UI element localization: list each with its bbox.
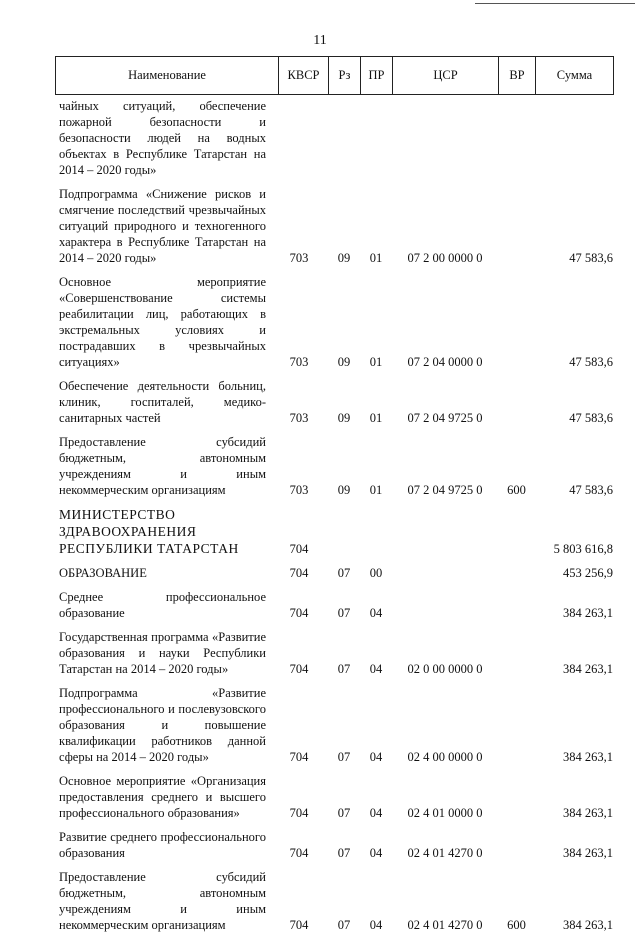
row-csr (392, 557, 498, 581)
row-sum: 384 263,1 (563, 662, 613, 676)
row-kvsr: 704 (289, 542, 309, 556)
row-vr (498, 557, 535, 581)
table-row (55, 370, 613, 426)
row-csr (392, 581, 498, 621)
header-csr: ЦСР (393, 57, 499, 95)
row-pr: 00 (369, 566, 383, 580)
row-sum: 384 263,1 (563, 846, 613, 860)
header-rz: Рз (329, 57, 361, 95)
row-vr (498, 370, 535, 426)
row-pr: 04 (369, 606, 383, 620)
top-rule (475, 3, 635, 4)
row-sum: 384 263,1 (563, 806, 613, 820)
row-name: Развитие среднего профессионального образования (59, 830, 266, 860)
row-name: Подпрограмма «Развитие профессионального и послевузовского образования и повышение квалификации работников данной сферы на 2014 – 2020 годы» (59, 686, 266, 764)
row-kvsr: 703 (289, 355, 309, 369)
table-row (55, 861, 613, 933)
table-row (55, 821, 613, 861)
row-name: ОБРАЗОВАНИЕ (59, 566, 147, 580)
row-pr: 04 (369, 846, 383, 860)
row-kvsr: 704 (289, 806, 309, 820)
row-vr (498, 821, 535, 861)
row-pr (360, 98, 392, 178)
row-csr: 02 0 00 0000 0 (407, 662, 483, 676)
row-vr: 600 (507, 918, 526, 932)
row-csr: 02 4 01 4270 0 (407, 846, 483, 860)
row-rz: 07 (337, 662, 351, 676)
row-sum: 5 803 616,8 (553, 542, 613, 556)
row-csr (392, 98, 498, 178)
row-name: МИНИСТЕРСТВО ЗДРАВООХРАНЕНИЯ РЕСПУБЛИКИ ТАТАРСТАН (59, 507, 239, 556)
header-pr: ПР (361, 57, 393, 95)
row-vr (498, 266, 535, 370)
row-sum: 384 263,1 (563, 606, 613, 620)
row-rz: 07 (337, 606, 351, 620)
row-sum: 453 256,9 (563, 566, 613, 580)
header-row (56, 57, 614, 95)
row-pr: 01 (369, 411, 383, 425)
table-row (55, 426, 613, 498)
row-name: Государственная программа «Развитие образования и науки Республики Татарстан на 2014 – 2020 годы» (59, 630, 266, 676)
row-rz (328, 98, 360, 178)
row-name: Обеспечение деятельности больниц, клиник, госпиталей, медико-санитарных частей (59, 379, 266, 425)
row-rz: 07 (337, 806, 351, 820)
row-vr (498, 581, 535, 621)
table-row (55, 266, 613, 370)
table-row (55, 677, 613, 765)
row-name: чайных ситуаций, обеспечение пожарной безопасности и безопасности людей на водных объектах в Республике Татарстан на 2014 – 2020 годы» (59, 99, 266, 177)
row-csr: 07 2 00 0000 0 (407, 251, 483, 265)
header-sum: Сумма (536, 57, 614, 95)
row-rz: 09 (337, 483, 351, 497)
row-vr (498, 765, 535, 821)
row-name: Предоставление субсидий бюджетным, автономным учреждениям и иным некоммерческим организациям (59, 870, 266, 932)
row-rz: 07 (337, 918, 351, 932)
row-sum: 47 583,6 (569, 483, 613, 497)
row-kvsr: 703 (289, 251, 309, 265)
row-csr: 07 2 04 0000 0 (407, 355, 483, 369)
row-csr: 07 2 04 9725 0 (407, 411, 483, 425)
header-name: Наименование (56, 57, 279, 95)
row-pr: 04 (369, 918, 383, 932)
table-row (55, 765, 613, 821)
header-kvsr: КВСР (279, 57, 329, 95)
row-kvsr: 704 (289, 566, 309, 580)
row-kvsr: 703 (289, 411, 309, 425)
row-sum: 384 263,1 (563, 918, 613, 932)
row-sum (535, 98, 613, 178)
row-pr: 01 (369, 483, 383, 497)
row-vr: 600 (507, 483, 526, 497)
row-kvsr: 704 (289, 662, 309, 676)
row-name: Среднее профессиональное образование (59, 590, 266, 620)
row-csr: 07 2 04 9725 0 (407, 483, 483, 497)
table-row (55, 581, 613, 621)
table-row (55, 178, 613, 266)
table-row (55, 621, 613, 677)
table-header (55, 56, 614, 95)
row-rz: 07 (337, 750, 351, 764)
row-kvsr (270, 98, 328, 178)
row-sum: 47 583,6 (569, 355, 613, 369)
row-pr: 01 (369, 251, 383, 265)
row-sum: 47 583,6 (569, 251, 613, 265)
row-vr (498, 498, 535, 557)
table-row (55, 557, 613, 581)
row-rz: 07 (337, 846, 351, 860)
row-sum: 384 263,1 (563, 750, 613, 764)
row-kvsr: 704 (289, 918, 309, 932)
row-name: Основное мероприятие «Совершенствование системы реабилитации лиц, работающих в экстремальных условиях и пострадавших в чрезвычайных ситуациях» (59, 275, 266, 369)
row-kvsr: 704 (289, 606, 309, 620)
table-row (55, 98, 613, 178)
row-rz: 07 (337, 566, 351, 580)
table-row (55, 498, 613, 557)
row-rz (328, 498, 360, 557)
row-vr (498, 677, 535, 765)
row-vr (498, 178, 535, 266)
budget-table (55, 98, 613, 933)
row-csr: 02 4 01 4270 0 (407, 918, 483, 932)
row-vr (498, 98, 535, 178)
row-kvsr: 703 (289, 483, 309, 497)
header-vr: ВР (499, 57, 536, 95)
row-vr (498, 621, 535, 677)
row-csr: 02 4 01 0000 0 (407, 806, 483, 820)
row-pr: 01 (369, 355, 383, 369)
page-number: 11 (313, 33, 327, 48)
row-csr: 02 4 00 0000 0 (407, 750, 483, 764)
row-rz: 09 (337, 355, 351, 369)
row-pr: 04 (369, 662, 383, 676)
row-name: Предоставление субсидий бюджетным, автономным учреждениям и иным некоммерческим организациям (59, 435, 266, 497)
row-pr: 04 (369, 750, 383, 764)
row-pr (360, 498, 392, 557)
row-rz: 09 (337, 251, 351, 265)
row-sum: 47 583,6 (569, 411, 613, 425)
row-name: Подпрограмма «Снижение рисков и смягчение последствий чрезвычайных ситуаций природного и техногенного характера в Республике Татарстан на 2014 – 2020 годы» (59, 187, 266, 265)
row-pr: 04 (369, 806, 383, 820)
row-csr (392, 498, 498, 557)
row-rz: 09 (337, 411, 351, 425)
row-kvsr: 704 (289, 750, 309, 764)
row-kvsr: 704 (289, 846, 309, 860)
row-name: Основное мероприятие «Организация предоставления среднего и высшего профессионального образования» (59, 774, 266, 820)
